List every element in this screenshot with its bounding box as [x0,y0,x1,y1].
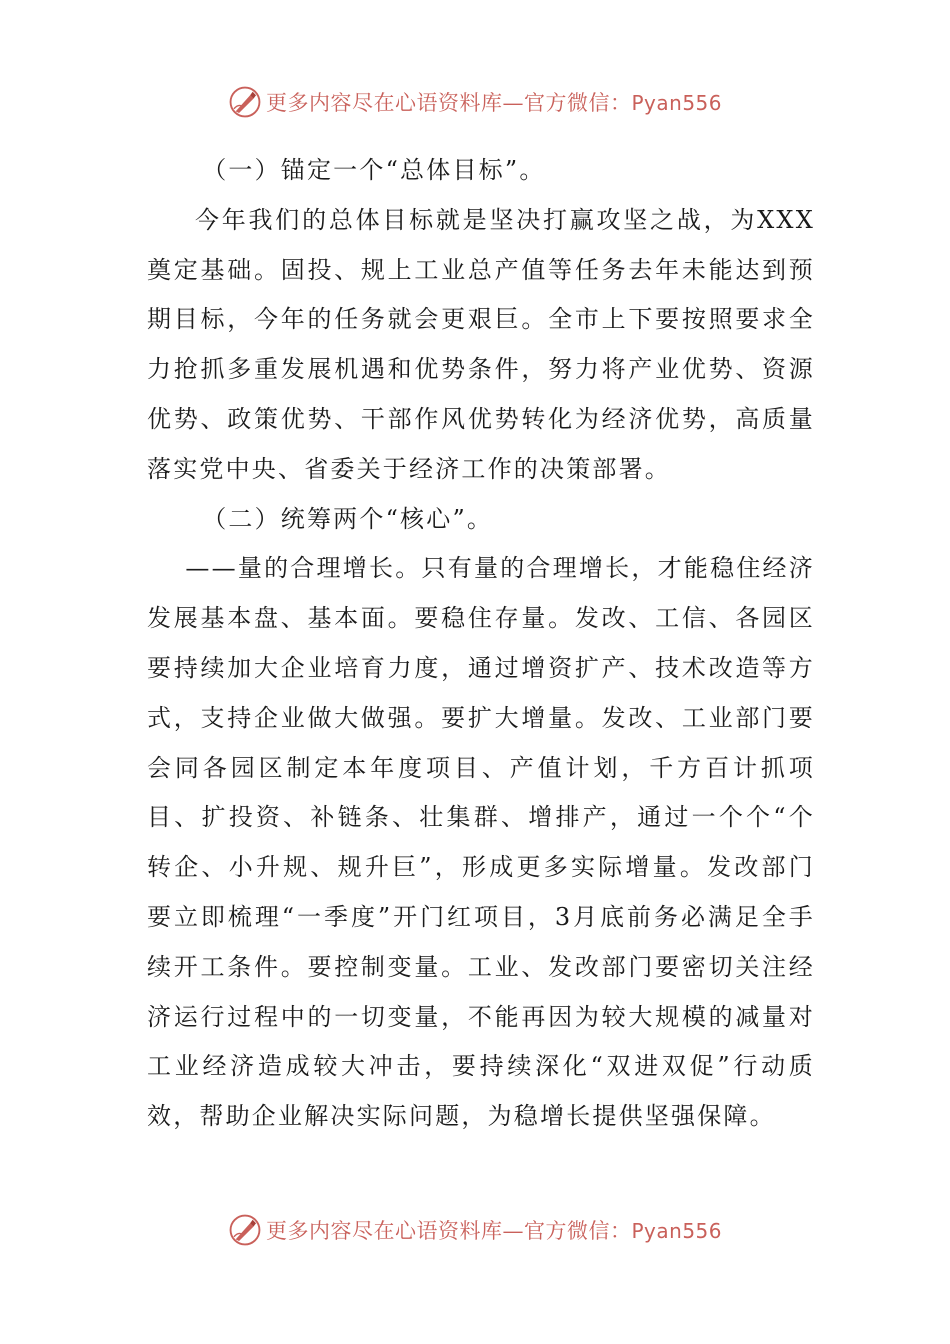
pen-circle-logo-icon [228,1213,262,1247]
pen-circle-logo-icon [228,85,262,119]
section-heading-1: （一）锚定一个“总体目标”。 [202,156,546,184]
watermark-text: 更多内容尽在心语资料库—官方微信：Pyan556 [266,1219,723,1243]
section-heading-2: （二）统筹两个“核心”。 [202,504,494,533]
paragraph-1: 今年我们的总体目标就是坚决打赢攻坚之战，为XXX奠定基础。固投、规上工业总产值等任务去年未能达到预期目标，今年的任务就会更艰巨。全市上下要按照要求全力抢抓多重发展机遇和优势条件，努力将产业优势、资源优势、政策优势、干部作风优势转化为经济优势，高质量落实党中央、省委关于经济工作的决策部署。 [147,205,815,483]
document-body [147,146,815,1142]
paragraph-2: ——量的合理增长。只有量的合理增长，才能稳住经济发展基本盘、基本面。要稳住存量。发改、工信、各园区要持续加大企业培育力度，通过增资扩产、技术改造等方式，支持企业做大做强。要扩大增量。发改、工业部门要会同各园区制定本年度项目、产值计划，千方百计抓项目、扩投资、补链条、壮集群、增排产，通过一个个“个转企、小升规、规升巨”，形成更多实际增量。发改部门要立即梳理“一季度”开门红项目，3月底前务必满足全手续开工条件。要控制变量。工业、发改部门要密切关注经济运行过程中的一切变量，不能再因为较大规模的减量对工业经济造成较大冲击，要持续深化“双进双促”行动质效，帮助企业解决实际问题，为稳增长提供坚强保障。 [147,554,815,1131]
watermark-header [228,82,722,122]
watermark-footer [228,1210,722,1250]
watermark-text: 更多内容尽在心语资料库—官方微信：Pyan556 [266,91,723,115]
